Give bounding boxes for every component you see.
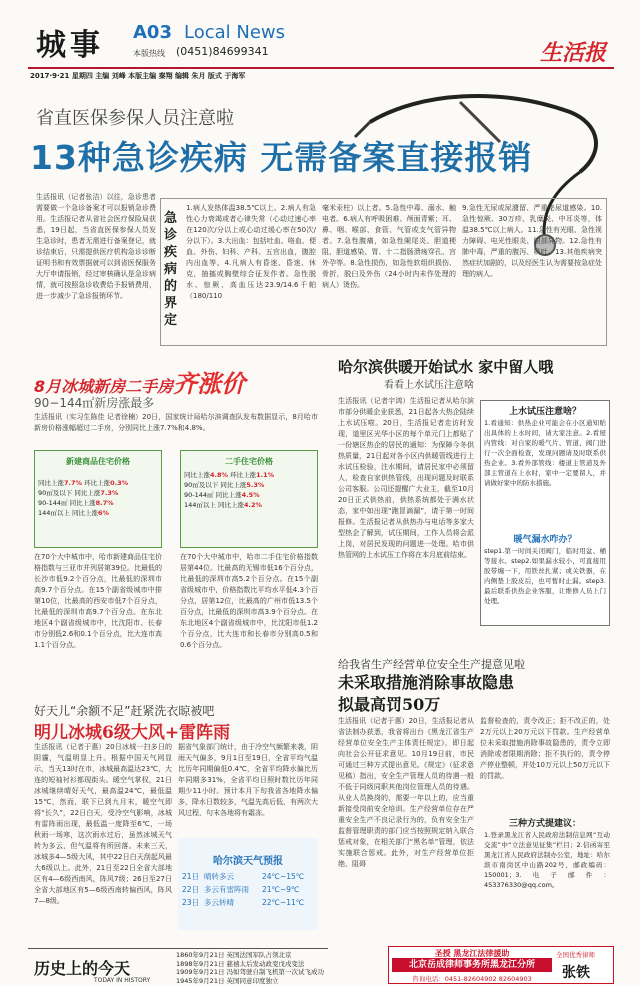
ways-text: 1.登录黑龙江省人民政府法制信息网“互动交流”中“立法意见征集”栏目；2.信函寄至黑龙江省人民政府法制办公室，地址：哈尔滨市南岗区中山路202号，邮政编码：150001；3.电子邮件：453376330@qq.com。 bbox=[484, 831, 610, 889]
hotline-label: 本版热线 bbox=[133, 49, 165, 58]
criteria-title: 急诊疾病的界定 bbox=[164, 211, 178, 328]
table-row: 90-144㎡ 同比上涨8.7% bbox=[38, 499, 114, 507]
housing-col-2: 在70个大中城市中，哈市二手住宅价格指数居第44位。比最高的无锡市低16个百分点，比最低的深圳市高5.2个百分点。在15个副省级城市中，价格指数比平均水平低4.3个百分点，居第12位，比最高的广州市低13.5个百分点，比最低的深圳市高3.9个百分点。在东北地区4个副省级城市中，比沈阳市低1.2个百分点，比大连市和长春市分别高0.5和0.6个百分点。 bbox=[180, 553, 318, 649]
safety-title-2: 拟最高罚50万 bbox=[338, 695, 441, 714]
criteria-col-3: 9.急性无尿或尿潴留、严重泌尿道感染。10.急性惊厥、30万疹、乳糜炎、中耳炎等，体温38.5℃以上病人。11.急性有光眼、急性视力障碍、电光性眼炎、眼部异物。12.急性有肺中毒，严重的腹泻、吸吐。13.其他疾病突然症状加剧的，以及经医生认为需要按急症处理的病人。 bbox=[462, 204, 602, 278]
heating-title: 哈尔滨供暖开始试水 家中留人哦 bbox=[338, 358, 554, 376]
leak-tips-title: 暖气漏水咋办？ bbox=[513, 535, 577, 545]
heating-tips-title: 上水试压注意啥？ bbox=[508, 407, 581, 417]
safety-title-1: 未采取措施消除事故隐患 bbox=[338, 673, 515, 692]
used-housing-table bbox=[184, 470, 316, 510]
history-events bbox=[176, 951, 386, 986]
ad-main: 北京岳成律师事务所黑龙江分所 bbox=[392, 958, 552, 972]
new-housing-table bbox=[38, 478, 160, 518]
forecast-row: 22日 多云有雷阵雨 21℃~9℃ bbox=[182, 885, 300, 894]
ad-name: 张铁 bbox=[562, 965, 590, 981]
criteria-col-1: 1.病人发热体温38.5℃以上。2.病人有急性心力衰竭或者心律失常（心动过速心率在120次/分以上或心动过缓心率在50次/分以下）。3.大出血：包括吐血、咯血、便血、外伤、妇科、产科、五官出血，腹腔内出血等。4.凡病人有昏迷、昏迷、休克，抽搐或胸壁综合征发作者。急性脱水、惊厥、高血压达23.9/14.6千帕（180/110 bbox=[186, 204, 316, 300]
page-number: A03 bbox=[133, 22, 172, 43]
weather-body: 生活报讯（记者于惠）20日冰城一扫多日的阴霾，气温明显上升。根据中国天气网显示，当天13时在市，冰城最高温达23℃，大连的短袖衬衫都现街头。暖空气掌权，21日冰城继续晴好天气，最高温24℃，最低温15℃，然而，联下已到九月末，暖空气即将“长久”，22日白天，受冷空气影响，冰城有雷阵雨出现，最低温一度降至6℃，一场秋雨一场寒，这次雨水过后，虽然冰城天气转为多云，但气温将有所回落。未来三天，冰城多4—5级大风，其中22日白天刮起风最大6级以上。此外，21日至22日全省大部地区有4—6级西南风，阵风7级；26日至27日全省大部地区有5—6级西南转偏西风，阵风7—8级。 bbox=[34, 743, 172, 905]
lead-kicker: 省直医保参保人员注意啦 bbox=[36, 108, 234, 129]
history-event: 1909年9月21日 冯如驾驶自制飞机第一次试飞成功 bbox=[176, 968, 325, 977]
forecast-row: 23日 多云转晴 22℃~11℃ bbox=[182, 898, 305, 907]
forecast-table bbox=[182, 870, 318, 909]
leak-tips-text: step1.第一时间关闭阀门，临时用盆、桶等接水。step2.如果漏水较小，可直接用胶带缠一下，用铁丝扎紧；或关铁器，在内侧垫上胶皮后，也可暂时止漏。step3.最后联系供热企业客服，让维修人员上门处理。 bbox=[484, 547, 606, 605]
lead-title: 13种急诊疾病 无需备案直接报销 bbox=[30, 138, 533, 177]
safety-col-2: 监督检查的，责令改正；拒不改正的，处2万元以上20万元以下罚款。生产经营单位未采取措施消除事故隐患的，责令立即消除或者限期消除；拒不执行的，责令停产停业整顿，并处10万元以上50万元以下的罚款。 bbox=[480, 717, 610, 780]
housing-col-1: 在70个大中城市中，哈市新建商品住宅价格指数与三亚市并列居第39位。比最低的长沙市低9.2个百分点，比最低的深圳市高9.7个百分点。在15个副省级城市中排第10位，比最高的西安市低7个百分点，比最低的深圳市高9.7个百分点。在东北地区4个副省级城市中，比沈阳市、长春市分别低2.6和0.1个百分点，比大连市高1.1个百分点。 bbox=[34, 553, 162, 649]
safety-col-1: 生活报讯（记者于惠）20日，生活报记者从省法制办获悉，我省将出台《黑龙江省生产经营单位安全生产主体责任规定》，即日起向社会公开征求意见。10月19日前，市民可通过三种方式提出意见。《规定》（征求意见稿）指出，安全生产管理人员的待遇一般不低于同级同职其他岗位管理人员的待遇。从业人员换岗的，需要一年以上的，应当重新接受岗前安全培训。生产经营单位存在严重安全生产不良记录行为的，负有安全生产监督管理职责的部门应当按照规定纳入联合惩戒对象，在相关部门“黑名单”管理，依法实施联合惩戒。此外，对生产经营单位拒绝、阻碍 bbox=[338, 717, 474, 868]
section-title: 城事 bbox=[36, 28, 104, 63]
weather-body-2: 据省气象部门统计，由于冷空气频繁来袭，阴雨天气偏多，9月1日至19日，全省平均气温比历年同期偏低0.4℃，全省平均降水偏比历年同期多31%，全省平均日照时数比历年同期少11小时。预计本月下旬我省各地降水偏多，降水日数较多，气温先高后低，有两次大风过程，句末各地将有霜冻。 bbox=[178, 743, 318, 817]
weather-title: 明儿冰城6级大风+雷阵雨 bbox=[34, 723, 231, 743]
criteria-col-2: 毫米汞柱）以上者。5.急性中毒、溺水、触电者。6.病人有呼吸困难、颅面青紫；耳、鼻、咽、喉部、食管、气管或支气管异物者。7.急性腹痛，如急性阑尾炎、胆道梗阻、胆道感染、胃、十二指肠溃疡穿孔、宫外孕等。8.急性损伤，如急性软组织损伤、骨折，脱臼及外伤（24小时内未作处理的病人）烫伤。 bbox=[322, 204, 456, 289]
newspaper-logo: 生活报 bbox=[540, 40, 607, 66]
hotline-number: (0451)84699341 bbox=[176, 45, 269, 58]
history-title-en: TODAY IN HISTORY bbox=[94, 977, 151, 984]
heating-subtitle: 看看上水试压注意啥 bbox=[384, 380, 474, 391]
housing-body: 生活报讯（实习生陈佳 记者徐楠）20日，国家统计局哈尔滨调查队发布数据显示，8月哈市新房价格涨幅超过二手房，分别同比上涨7.7%和4.8%。 bbox=[34, 413, 318, 432]
table-row: 90-144㎡ 同比上涨4.5% bbox=[184, 491, 260, 499]
forecast-row: 21日 晴转多云 24℃~15℃ bbox=[182, 872, 305, 881]
table-row: 90㎡及以下 同比上涨7.3% bbox=[38, 489, 119, 497]
history-rule bbox=[28, 948, 328, 949]
table-row: 90㎡及以下 同比上涨5.3% bbox=[184, 481, 265, 489]
heating-body: 生活报讯（记者宇鸿）生活报记者从哈尔滨市部分供暖企业获悉，21日起各大热企陆续上水试压啦。20日，生活报记者走访时发现，道里区光华小区的每个单元门上都贴了一份辖区热企的居民的通知：为保障今冬供热质量，21日起对各小区内供暖管线进行上水试压检验，注水期间，请居民家中必须留人，检查自家供热管线，出现问题及时联系公司客服。公司还提醒广大业主，截至10月20日正式供热前，供热系统都处于满水状态，家中如出现“跑冒滴漏”，请于第一时间报修。生活报记者从供热办与电话等多家大型热企了解到，试压期间，工作人员将会派上岗，对居民发现的问题进一处理。哈市供热管网的上水试压工作将在本月底前结束。 bbox=[338, 397, 474, 559]
dateline: 2017·9·21 星期四 主编 刘峰 本版主编 秦翔 编辑 朱月 版式 于海军 bbox=[30, 72, 246, 80]
ad-top: 圣授 黑龙江法律援助 bbox=[434, 949, 510, 958]
used-housing-title: 二手住宅价格 bbox=[225, 457, 273, 466]
forecast-title: 哈尔滨天气预报 bbox=[213, 856, 283, 867]
new-housing-title: 新建商品住宅价格 bbox=[66, 457, 130, 466]
history-event: 1898年9月21日 慈禧太后发动政变戊戌变法 bbox=[176, 959, 305, 968]
history-title: 历史上的今天 bbox=[34, 959, 131, 978]
lead-body: 生活报讯（记者张洁）以往，急诊患者需要做一个急诊备案才可以报销急诊费用。生活报记者从省社会医疗保险局获悉，19日起，当省直医保参保人员发生急诊时，患者无需进行备案登记，就诊结束后，只需提供医疗机构急诊诊断证明书和有效票据就可以到省医保服务大厅申请报销，经过审核确认是急诊病情，就可按照急诊收费给予报销费用，进一步减少了急诊报销环节。 bbox=[36, 193, 156, 300]
header-rule bbox=[28, 67, 614, 69]
history-event: 1860年9月21日 英国法国军队占领北京 bbox=[176, 951, 292, 959]
table-row: 同比上涨7.7% 环比上涨0.3% bbox=[38, 479, 129, 487]
table-row: 144㎡以上 同比上涨4.2% bbox=[184, 501, 263, 509]
table-row: 144㎡以上 同比上涨6% bbox=[38, 509, 110, 517]
ad-phone: 咨询电话：0451-82604902 82604903 bbox=[412, 975, 532, 983]
safety-kicker: 给我省生产经营单位安全生产提意见啦 bbox=[338, 658, 525, 671]
table-row: 同比上涨4.8% 环比上涨1.1% bbox=[184, 471, 275, 479]
housing-title: 8月冰城新房二手房齐涨价 bbox=[34, 370, 246, 398]
local-news-label: Local News bbox=[184, 22, 286, 43]
heating-tips-text: 1.看通知：供热企业可能会在小区通知贴出具体的上水时间，请大家注意。2.看屋内管线：对自家的暖气片、管道、阀门进行一次全面检查，发现问题请及时联系供热企业。3.看外部管线：楼道主管道及外部主管道在上水时，家中一定要留人，并请做好家中的防水措施。 bbox=[484, 419, 606, 487]
ad-side-label: 全国优秀律师 bbox=[556, 951, 595, 959]
housing-subtitle: 90−144㎡新房涨最多 bbox=[34, 396, 155, 410]
weather-kicker: 好天儿“余额不足”赶紧洗衣晾被吧 bbox=[34, 704, 215, 718]
history-event: 1945年9月21日 英国同意印度独立 bbox=[176, 977, 279, 986]
ways-title: 三种方式提建议： bbox=[508, 819, 581, 829]
